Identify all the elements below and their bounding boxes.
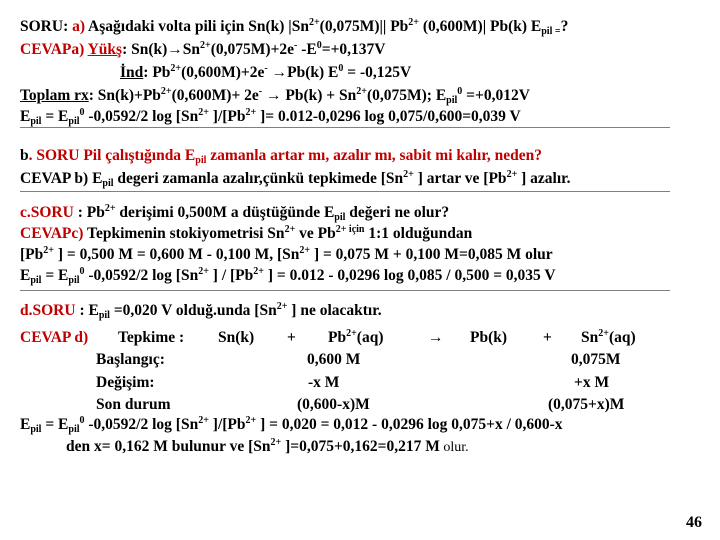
ice-row-pb: -x M — [308, 374, 340, 391]
ice-row-pb: (0,600-x)M — [297, 396, 370, 413]
question-a: SORU: a) Aşağıdaki volta pili için Sn(k) $|Sn^{2+}(0,075M)||$ $Pb^{2+}$ (0,600M)| Pb(k) $E_{pil =}$? — [20, 17, 569, 37]
ice-row-pb: 0,600 M — [307, 351, 361, 368]
divider-b — [20, 191, 670, 192]
ice-head-sn2: $Sn^{2+}(aq)$ — [581, 328, 636, 346]
answer-d-result: den x= 0,162 M bulunur ve [$Sn^{2+}$ ]=0,075+0,162=0,217 M olur. — [66, 437, 469, 455]
ice-head-sn: Sn(k) — [218, 329, 255, 346]
divider-c — [20, 290, 670, 291]
answer-d-equation: $E_{pil} = E_{pil}^0$ -0,0592/2 $\log [Sn^{2+}$ ]$/[Pb^{2+}$ ] = 0,020 = 0,012 - 0,0296 log 0,075+x / 0,600-x — [20, 415, 563, 435]
ice-row-label: Değişim: — [96, 374, 155, 391]
page-number: 46 — [686, 514, 702, 531]
ice-row-sn: (0,075+x)M — [548, 396, 625, 413]
question-d: d.SORU : $E_{pil} =0,020$ V olduğ.unda [$Sn^{2+}$ ] ne olacaktır. — [20, 301, 382, 321]
ice-head-pb2: $Pb^{2+}(aq)$ — [328, 328, 384, 346]
ice-row-label: Başlangıç: — [96, 351, 165, 368]
answer-a-epil: $E_{pil} = E_{pil}^0$ -0,0592/2 $\log [Sn^{2+}$ ]$/[Pb^{2+}$ ]= 0.012-0,0296 log 0,075/0,600=0,039 V — [20, 107, 521, 127]
question-label: a) — [72, 18, 86, 35]
question-b: b. SORU Pil çalıştığında $E_{pil}$ zamanla artar mı, azalır mı, sabit mi kalır, neden? — [20, 147, 542, 166]
answer-c-concentrations: [$Pb^{2+}$ ] = 0,500 M = 0,600 M - 0,100 M, [$Sn^{2+}$ ] = 0,075 M + 0,100 M=0,085 M olur — [20, 245, 553, 263]
answer-a-reduction: İnd: $Pb^{2+}(0,600M)+2e^- \to Pb(k) E^0 = -0,125V$ — [120, 63, 412, 81]
question-c: c.SORU : $Pb^{2+}$ derişimi 0,500M a düştüğünde $E_{pil}$ değeri ne olur? — [20, 203, 450, 223]
answer-d-label: CEVAP d) — [20, 329, 89, 346]
divider-a — [20, 127, 670, 128]
ice-row-label: Son durum — [96, 396, 171, 413]
answer-c-epil: $E_{pil} = E_{pil}^0$ -0,0592/2 $\log [Sn^{2+}$ ] / [$Pb^{2+}$ ] = 0.012 - 0,0296 log 0,085 / 0,500 = 0,035 V — [20, 266, 556, 286]
reaction-arrow: → — [428, 329, 444, 346]
answer-c: CEVAPc) Tepkimenin stokiyometrisi $Sn^{2+}$ ve $Pb^{2+ için}$ 1:1 olduğundan — [20, 224, 473, 242]
ice-head-plus2: + — [543, 329, 552, 346]
ice-row-sn: +x M — [574, 374, 610, 391]
ice-row-sn: 0,075M — [571, 351, 621, 368]
ice-head-pbk: Pb(k) — [470, 329, 508, 346]
ice-head-plus1: + — [287, 329, 296, 346]
question-prefix: SORU: — [20, 18, 73, 35]
answer-a-oxidation: CEVAPa) Yükş: $Sn(k)\to Sn^{2+}(0,075M)+2e^-$ $-E^0=+0,137V$ — [20, 40, 386, 58]
answer-a-total: Toplam rx: $Sn(k)+Pb^{2+}(0,600M)+ 2e^- \to Pb(k) + Sn^{2+}(0,075M)$; $E_{pil}^0 =+0,012V$ — [20, 86, 530, 106]
ice-head-label: Tepkime : — [118, 329, 185, 346]
answer-b: CEVAP b) $E_{pil}$ degeri zamanla azalır,çünkü tepkimede [$Sn^{2+}$ ] artar ve [$Pb^{2+}$ ] azalır. — [20, 169, 571, 189]
